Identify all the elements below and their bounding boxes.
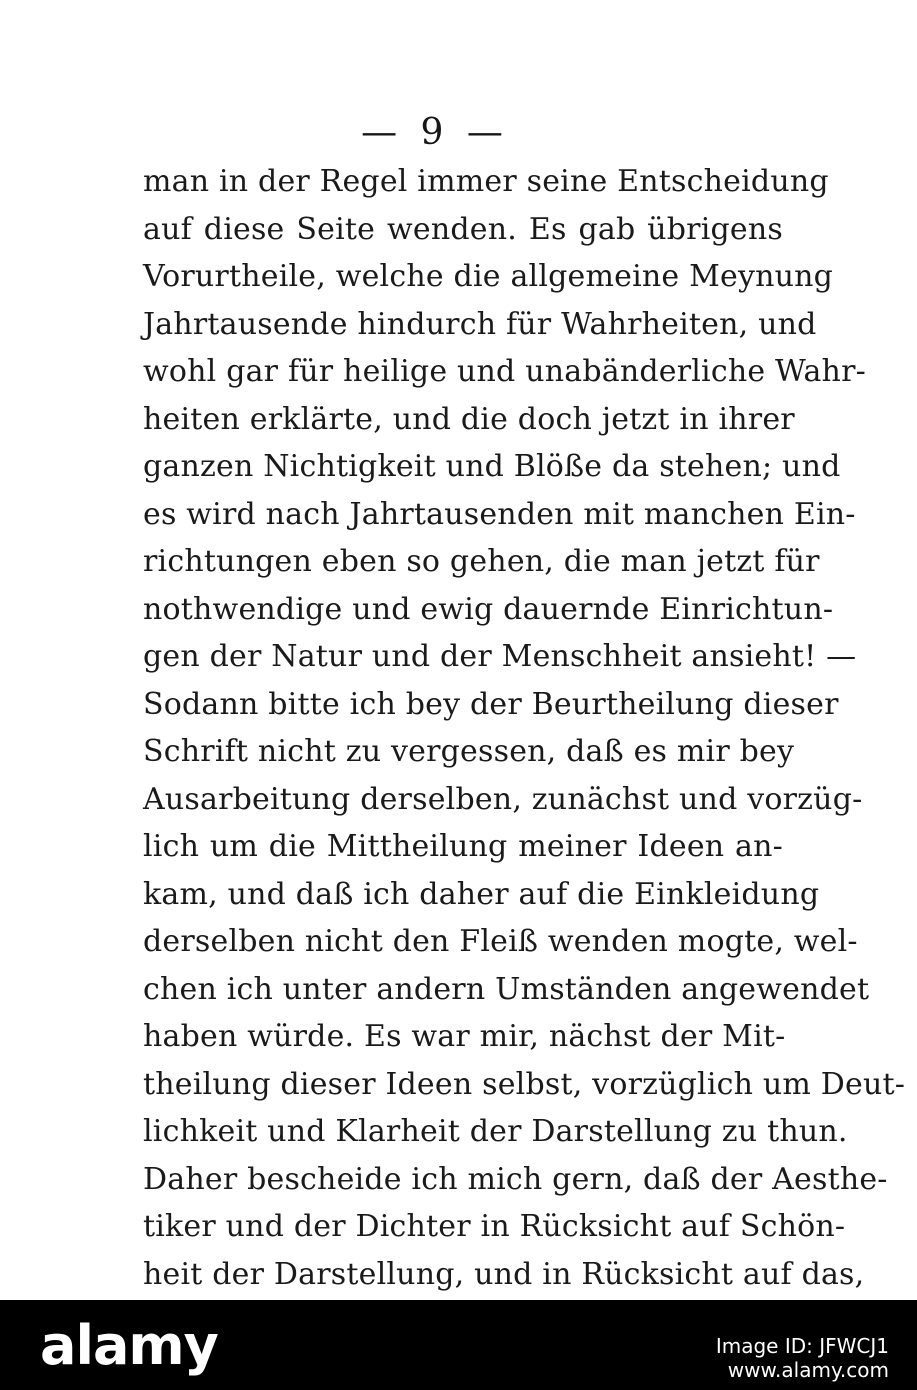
site-url-label: www.alamy.com — [727, 1358, 889, 1382]
text-line: man in der Regel immer seine Entscheidung — [143, 164, 829, 199]
text-line: Daher bescheide ich mich gern, daß der Aesthe- — [143, 1161, 888, 1197]
text-line: heit der Darstellung, und in Rücksicht auf das, — [143, 1256, 865, 1292]
text-line: Ausarbeitung derselben, zunächst und vorzüg- — [143, 781, 863, 817]
text-line: derselben nicht den Fleiß wenden mogte, wel- — [143, 924, 858, 959]
text-line: gen der Natur und der Menschheit ansieht! — — [143, 639, 857, 674]
footer-meta — [716, 1334, 889, 1382]
page-number: — 9 — — [361, 112, 509, 153]
text-line: wohl gar für heilige und unabänderliche Wahr- — [143, 354, 866, 389]
text-line: tiker und der Dichter in Rücksicht auf Schön- — [143, 1209, 846, 1244]
text-line: Schrift nicht zu vergessen, daß es mir bey — [143, 734, 795, 769]
text-line: ganzen Nichtigkeit und Blöße da stehen; und — [143, 449, 841, 484]
alamy-logo: alamy — [40, 1314, 218, 1377]
text-line: Sodann bitte ich bey der Beurtheilung dieser — [143, 686, 839, 722]
text-line: heiten erklärte, und die doch jetzt in ihrer — [143, 401, 795, 437]
text-line: chen ich unter andern Umständen angewendet — [143, 971, 870, 1007]
text-line: theilung dieser Ideen selbst, vorzüglich um Deut- — [143, 1066, 906, 1102]
text-line: Jahrtausende hindurch für Wahrheiten, und — [143, 306, 817, 342]
text-line: auf diese Seite wenden. Es gab übrigens — [143, 211, 783, 247]
image-id-label: Image ID: JFWCJ1 — [715, 1334, 889, 1358]
text-line: lichkeit und Klarheit der Darstellung zu thun. — [143, 1114, 848, 1149]
text-line: lich um die Mittheilung meiner Ideen an- — [143, 829, 783, 864]
text-line: richtungen eben so gehen, die man jetzt für — [143, 544, 820, 579]
text-line: Vorurtheile, welche die allgemeine Meynung — [143, 259, 834, 294]
text-line: nothwendige und ewig dauernde Einrichtun- — [143, 591, 834, 627]
watermark-footer-bar — [0, 1300, 917, 1390]
page-text-body — [143, 158, 906, 1298]
text-line: kam, und daß ich daher auf die Einkleidung — [143, 876, 820, 912]
text-line: haben würde. Es war mir, nächst der Mit- — [143, 1019, 786, 1054]
text-line: es wird nach Jahrtausenden mit manchen Ein- — [143, 496, 856, 532]
